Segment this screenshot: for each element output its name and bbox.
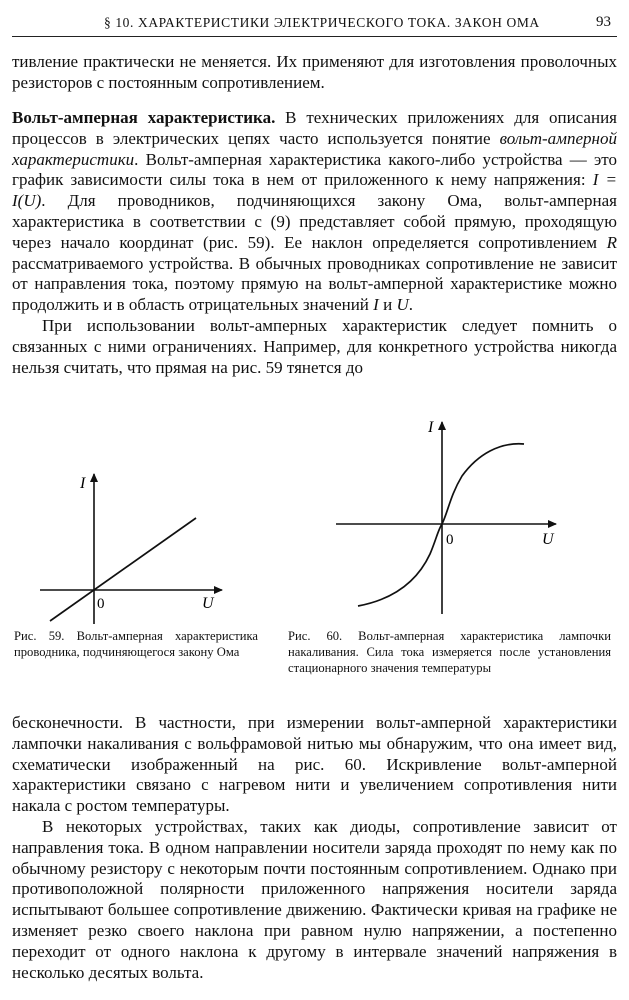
origin-label: 0 bbox=[446, 532, 454, 548]
paragraph-continuation: тивление практически не меняется. Их применяют для изготовления проволочных резисторов с постоянным сопротивлением. bbox=[12, 52, 617, 92]
formula-i-of-u: I = I(U) bbox=[12, 170, 617, 211]
paragraph-text: . Вольт-амперная характеристика какого-либо устройства — это график зависимости силы тока в нем от приложенного к нему напряжения: bbox=[12, 149, 617, 190]
term-vac: вольт-амперной характеристики bbox=[12, 128, 617, 169]
paragraph-text: В технических приложениях для описания процессов в электрических цепях часто используется понятие bbox=[12, 108, 617, 148]
vac-line bbox=[50, 518, 196, 621]
axis-label-u: U bbox=[542, 531, 554, 548]
page-number: 93 bbox=[596, 14, 611, 30]
figure-59-caption: Рис. 59. Вольт-амперная характеристика проводника, подчиняющегося закону Ома bbox=[14, 629, 258, 659]
text-block-vac bbox=[12, 108, 617, 378]
paragraph-text: и bbox=[378, 295, 397, 315]
figure-60-lamp-vac bbox=[332, 418, 558, 616]
axis-label-u: U bbox=[202, 595, 214, 612]
axis-label-i: I bbox=[80, 475, 86, 492]
variable-r: R bbox=[606, 232, 617, 252]
figure-59-linear-vac bbox=[36, 468, 226, 626]
page-header bbox=[12, 6, 617, 37]
variable-u: U bbox=[396, 295, 409, 315]
section-heading: Вольт-амперная характеристика. bbox=[12, 108, 276, 127]
text-block-bottom bbox=[12, 713, 617, 983]
origin-label: 0 bbox=[97, 596, 105, 612]
figure-60-caption: Рис. 60. Вольт-амперная характеристика лампочки накаливания. Сила тока измеряется после установления стационарного значения температуры bbox=[288, 629, 611, 675]
axis-label-i: I bbox=[428, 419, 434, 436]
variable-i: I bbox=[373, 295, 379, 315]
paragraph-diodes: В некоторых устройствах, таких как диоды, сопротивление зависит от направления тока. В одном направлении носители заряда проходят по нему как по обычному резистору с некоторым почти постоянным сопротивлением. Однако при противоположной полярности приложенного напряжения носители заряда испытывают большее сопротивление движению. Фактически кривая на графике не изменяет резко своего наклона при равном нулю напряжении, а постепенно переходит от одного наклона к другому в интервале значений напряжения в несколько десятых вольта. bbox=[12, 816, 617, 982]
paragraph-lamp: бесконечности. В частности, при измерении вольт-амперной характеристики лампочки накаливания с вольфрамовой нитью мы обнаружим, что она имеет вид, схематически изображенный на рис. 60. Искривление вольт-амперной характеристики связано с нагревом нити и увеличением сопротивления нити накала с ростом температуры. bbox=[12, 713, 617, 816]
text-block-top bbox=[12, 52, 617, 94]
paragraph-limitations: При использовании вольт-амперных характеристик следует помнить о связанных с ними ограничениях. Например, для конкретного устройства никогда нельзя считать, что прямая на рис. 59 тянется до bbox=[12, 315, 617, 377]
vac-curve bbox=[358, 444, 524, 606]
paragraph-text: рассматриваемого устройства. В обычных проводниках сопротивление не зависит от направления тока, поэтому прямую на вольт-амперной характеристике можно продолжить и в область отрицательных значений bbox=[12, 253, 617, 315]
paragraph-text: . Для проводников, подчиняющихся закону Ома, вольт-амперная характеристика в соответствии с (9) представляет собой прямую, проходящую через начало координат (рис. 59). Ее наклон определяется сопротивлением bbox=[12, 191, 617, 252]
paragraph-vac-definition bbox=[12, 108, 617, 316]
paragraph-text: . bbox=[408, 295, 413, 315]
running-head: § 10. ХАРАКТЕРИСТИКИ ЭЛЕКТРИЧЕСКОГО ТОКА. ЗАКОН ОМА bbox=[104, 15, 540, 30]
